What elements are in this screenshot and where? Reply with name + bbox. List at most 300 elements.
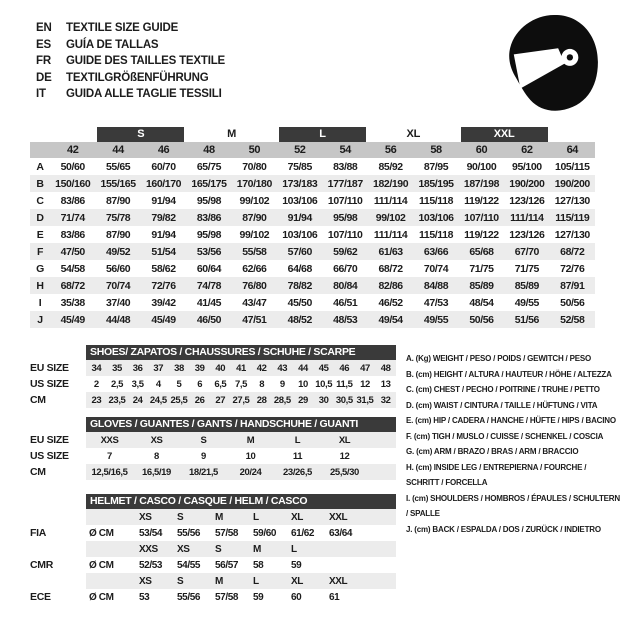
shoes-value-cell: 10 <box>298 378 308 390</box>
size-value-cell: 99/102 <box>239 194 270 207</box>
size-value-cell: 72/76 <box>560 262 585 275</box>
helmet-gutter-spacer <box>30 494 86 509</box>
accessory-tables <box>30 345 396 605</box>
shoes-value-cell: 30,5 <box>335 394 353 406</box>
size-value-cell: 50/60 <box>60 160 85 173</box>
shoes-value-cell: 31,5 <box>356 394 374 406</box>
shoes-value-cell: 40 <box>215 362 226 374</box>
size-value-cell: 57/60 <box>287 245 312 258</box>
size-value-cell: 72/76 <box>151 279 176 292</box>
size-table-row <box>30 260 595 277</box>
gloves-table-title: GLOVES / GUANTES / GANTS / HANDSCHUHE / GUANTI <box>86 417 396 432</box>
shoes-value-cell: 37 <box>153 362 164 374</box>
shoes-value-cell: 29 <box>298 394 308 406</box>
legend-list <box>406 351 620 537</box>
helmet-size-cell: L <box>291 543 297 555</box>
helmet-value-cell: 63/64 <box>329 527 353 539</box>
size-value-cell: 64/68 <box>287 262 312 275</box>
size-value-cell: 45/50 <box>287 296 312 309</box>
gloves-section <box>30 417 396 480</box>
size-value-cell: 150/160 <box>55 177 91 190</box>
size-table <box>30 127 595 328</box>
gloves-gutter-spacer <box>30 417 86 432</box>
helmet-size-row <box>86 573 396 589</box>
size-value-cell: 45/49 <box>60 313 85 326</box>
legend-item: I. (cm) SHOULDERS / HOMBROS / ÉPAULES / SCHULTERN / SPALLE <box>406 493 620 518</box>
size-value-cell: 46/50 <box>196 313 222 326</box>
size-value-cell: 65/68 <box>469 245 494 258</box>
shoes-value-cell: 6 <box>197 378 203 390</box>
size-table-row <box>30 277 595 294</box>
gloves-row <box>86 432 396 448</box>
gloves-value-cell: 9 <box>201 450 206 462</box>
size-header-cell: 60 <box>475 144 488 156</box>
shoes-value-cell: 48 <box>380 362 391 374</box>
shoes-value-cell: 24 <box>132 394 143 406</box>
helmet-size-cell: M <box>253 543 261 555</box>
helmet-gutter-empty <box>30 573 86 589</box>
shoes-value-cell: 27,5 <box>232 394 250 406</box>
shoes-gutter <box>30 345 86 408</box>
size-band-xxl: XXL <box>461 127 548 142</box>
language-code: DE <box>36 71 52 84</box>
size-value-cell: 95/100 <box>512 160 542 173</box>
row-label: B <box>36 177 44 190</box>
shoes-value-cell: 25,5 <box>170 394 188 406</box>
shoes-value-cell: 13 <box>380 378 391 390</box>
row-label: D <box>36 211 44 224</box>
size-value-cell: 119/122 <box>464 194 499 207</box>
size-table-row <box>30 311 595 328</box>
shoes-value-cell: 2 <box>93 378 99 390</box>
size-value-cell: 47/50 <box>60 245 85 258</box>
gloves-gutter <box>30 417 86 480</box>
gloves-value-cell: S <box>200 434 207 446</box>
shoes-value-cell: 38 <box>174 362 184 374</box>
size-value-cell: 91/94 <box>151 228 176 241</box>
size-value-cell: 49/52 <box>105 245 131 258</box>
shoes-value-cell: 11,5 <box>336 378 353 390</box>
helmet-value-cell: 55/56 <box>177 591 201 603</box>
size-value-cell: 87/91 <box>560 279 585 292</box>
size-value-cell: 55/58 <box>242 245 267 258</box>
size-header-cell: 62 <box>521 144 533 156</box>
size-value-cell: 95/98 <box>196 228 222 241</box>
legend-item: A. (Kg) WEIGHT / PESO / POIDS / GEWITCH / PESO <box>406 354 592 363</box>
helmet-size-cell: XL <box>291 511 303 523</box>
helmet-size-cell: XXL <box>329 575 348 587</box>
size-value-cell: 46/52 <box>378 296 403 309</box>
size-value-cell: 95/98 <box>333 211 358 224</box>
size-value-cell: 187/198 <box>463 177 500 190</box>
helmet-size-cell: S <box>177 511 184 523</box>
shoes-value-cell: 45 <box>318 362 329 374</box>
helmet-row-label: ECE <box>30 591 51 603</box>
shoes-value-cell: 39 <box>194 362 205 374</box>
size-value-cell: 190/200 <box>554 177 590 190</box>
helmet-value-cell: 57/58 <box>215 591 239 603</box>
size-value-cell: 127/130 <box>554 194 590 207</box>
size-value-cell: 165/175 <box>191 177 227 190</box>
size-value-cell: 111/114 <box>373 228 408 241</box>
size-band-spacer <box>30 127 95 142</box>
helmet-value-cell: 58 <box>253 559 264 571</box>
language-title: TEXTILGRÖßENFÜHRUNG <box>66 71 209 84</box>
gloves-value-cell: 12,5/16,5 <box>91 466 128 478</box>
shoes-value-cell: 41 <box>236 362 246 374</box>
size-value-cell: 103/106 <box>282 194 318 207</box>
size-table-row <box>30 209 595 226</box>
size-value-cell: 111/114 <box>510 211 544 224</box>
size-value-cell: 83/86 <box>60 228 85 241</box>
size-value-cell: 49/55 <box>423 313 449 326</box>
helmet-row-label: FIA <box>30 527 47 539</box>
size-header-cell: 42 <box>66 144 79 156</box>
size-value-cell: 177/187 <box>327 177 363 190</box>
shoes-row-label: CM <box>30 394 46 406</box>
size-value-cell: 85/89 <box>514 279 539 292</box>
size-value-cell: 47/51 <box>242 313 267 326</box>
language-code: IT <box>36 88 46 100</box>
gloves-value-cell: L <box>294 434 301 446</box>
size-value-cell: 119/122 <box>464 228 499 241</box>
gloves-value-cell: 25,5/30 <box>330 466 359 478</box>
size-value-cell: 39/42 <box>151 296 176 309</box>
row-label: G <box>36 262 44 275</box>
size-value-cell: 68/72 <box>60 279 85 292</box>
legend-item: F. (cm) TIGH / MUSLO / CUISSE / SCHENKEL / COSCIA <box>406 431 604 441</box>
gloves-rows <box>86 432 396 480</box>
shoes-row-label: EU SIZE <box>30 362 69 374</box>
row-label: A <box>36 160 44 173</box>
shoes-rows <box>86 360 396 408</box>
size-value-cell: 71/75 <box>514 262 539 275</box>
shoes-value-cell: 2,5 <box>110 378 123 390</box>
shoes-value-cell: 28,5 <box>273 394 291 406</box>
size-value-cell: 111/114 <box>373 194 408 207</box>
row-label: E <box>36 228 44 241</box>
size-value-cell: 155/165 <box>100 177 136 190</box>
size-value-cell: 71/74 <box>60 211 85 224</box>
gloves-row-label: US SIZE <box>30 450 69 462</box>
gloves-table <box>86 417 396 480</box>
shoes-table-title: SHOES/ ZAPATOS / CHAUSSURES / SCHUHE / SCARPE <box>86 345 396 360</box>
size-header-cell: 46 <box>157 144 170 156</box>
helmet-size-row <box>86 509 396 525</box>
shoes-value-cell: 10,5 <box>315 378 333 390</box>
language-row <box>36 53 225 70</box>
size-band-m: M <box>227 128 237 140</box>
size-value-cell: 115/119 <box>555 211 590 224</box>
gloves-value-cell: 20/24 <box>239 466 262 478</box>
size-band-spacer <box>550 127 595 142</box>
size-value-cell: 83/88 <box>333 160 358 173</box>
helmet-value-cell: 57/58 <box>215 527 239 539</box>
helmet-table-title: HELMET / CASCO / CASQUE / HELM / CASCO <box>86 494 396 509</box>
shoes-value-cell: 6,5 <box>214 378 227 390</box>
gloves-value-cell: 12 <box>339 450 350 462</box>
shoes-value-cell: 3,5 <box>131 378 144 390</box>
size-band-s: S <box>97 127 184 142</box>
size-value-cell: 91/94 <box>151 194 176 207</box>
size-value-cell: 61/63 <box>378 245 403 258</box>
size-value-cell: 83/86 <box>196 211 222 224</box>
size-value-cell: 190/200 <box>509 177 545 190</box>
size-value-cell: 87/90 <box>105 194 131 207</box>
size-value-cell: 51/54 <box>151 245 176 258</box>
helmet-size-row <box>86 541 396 557</box>
helmet-size-cell: S <box>177 575 184 587</box>
shoes-value-cell: 7,5 <box>234 378 247 390</box>
shoes-value-cell: 8 <box>259 378 265 390</box>
shoes-value-cell: 46 <box>339 362 350 374</box>
size-value-cell: 99/102 <box>239 228 270 241</box>
shoes-value-cell: 24,5 <box>149 394 167 406</box>
size-value-cell: 87/95 <box>423 160 449 173</box>
shoes-value-cell: 36 <box>132 362 143 374</box>
legend-item: D. (cm) WAIST / CINTURA / TAILLE / HÜFTUNG / VITA <box>406 400 598 410</box>
shoes-row-label: US SIZE <box>30 378 69 390</box>
row-label: J <box>37 313 43 326</box>
gloves-row-label: EU SIZE <box>30 434 69 446</box>
helmet-size-cell: XXS <box>139 543 158 555</box>
gloves-value-cell: 16,5/19 <box>142 466 171 478</box>
legend-item: B. (cm) HEIGHT / ALTURA / HAUTEUR / HÖHE / ALTEZZA <box>406 369 612 379</box>
helmet-unit-cell: Ø CM <box>89 527 114 539</box>
size-band-xl: XL <box>406 128 421 140</box>
size-value-cell: 62/66 <box>242 262 267 275</box>
size-value-cell: 160/170 <box>145 177 182 190</box>
shoes-value-cell: 43 <box>277 362 288 374</box>
size-value-cell: 75/85 <box>287 160 312 173</box>
shoes-value-cell: 26 <box>194 394 205 406</box>
size-value-cell: 107/110 <box>327 194 363 207</box>
helmet-size-cell: XS <box>139 575 152 587</box>
size-value-cell: 50/56 <box>469 313 494 326</box>
helmet-value-row <box>86 557 396 573</box>
gloves-value-cell: 10 <box>245 450 256 462</box>
size-value-cell: 46/51 <box>333 296 358 309</box>
gloves-value-cell: 8 <box>154 450 159 462</box>
helmet-gutter-empty <box>30 541 86 557</box>
shoes-value-cell: 4 <box>155 378 161 390</box>
size-value-cell: 123/126 <box>509 194 545 207</box>
size-value-cell: 103/106 <box>282 228 318 241</box>
helmet-value-cell: 60 <box>291 591 302 603</box>
size-value-cell: 45/49 <box>151 313 176 326</box>
size-value-cell: 37/40 <box>105 296 131 309</box>
size-value-cell: 51/56 <box>514 313 539 326</box>
shoes-value-cell: 47 <box>360 362 370 374</box>
legend-item: J. (cm) BACK / ESPALDA / DOS / ZURÜCK / INDIETRO <box>406 524 601 534</box>
shoes-value-cell: 30 <box>318 394 329 406</box>
size-value-cell: 185/195 <box>418 177 454 190</box>
helmet-icon <box>496 12 606 114</box>
size-value-cell: 103/106 <box>418 211 454 224</box>
size-table-row <box>30 243 595 260</box>
helmet-table <box>86 494 396 605</box>
size-value-cell: 107/110 <box>327 228 363 241</box>
helmet-unit-cell: Ø CM <box>89 591 114 603</box>
helmet-value-cell: 59/60 <box>253 527 277 539</box>
shoes-value-cell: 34 <box>91 362 102 374</box>
helmet-gutter <box>30 494 86 605</box>
legend-item: E. (cm) HIP / CADERA / HANCHE / HÜFTE / HIPS / BACINO <box>406 416 616 425</box>
gloves-value-cell: 23/26,5 <box>283 466 312 478</box>
size-header-cell: 48 <box>203 144 215 156</box>
size-value-cell: 74/78 <box>196 279 222 292</box>
size-value-cell: 75/78 <box>105 211 131 224</box>
size-header-cell: 64 <box>566 144 578 156</box>
helmet-size-cell: XS <box>177 543 190 555</box>
shoes-value-cell: 44 <box>298 362 308 374</box>
helmet-rows <box>86 509 396 605</box>
size-value-cell: 52/58 <box>560 313 585 326</box>
helmet-size-cell: L <box>253 575 259 587</box>
gloves-row <box>86 464 396 480</box>
language-title: GUIDA ALLE TAGLIE TESSILI <box>66 88 222 100</box>
helmet-value-cell: 53 <box>139 591 150 603</box>
helmet-value-cell: 54/55 <box>177 559 201 571</box>
size-value-cell: 170/180 <box>236 177 272 190</box>
shoes-value-cell: 27 <box>215 394 226 406</box>
helmet-value-cell: 61/62 <box>291 527 315 539</box>
shoes-value-cell: 32 <box>380 394 391 406</box>
legend-item: H. (cm) INSIDE LEG / ENTREPIERNA / FOURCHE / SCHRITT / FORCELLA <box>406 462 587 487</box>
shoes-row <box>86 392 396 408</box>
helmet-value-cell: 53/54 <box>139 527 163 539</box>
size-value-cell: 63/66 <box>423 245 449 258</box>
helmet-size-cell: L <box>253 511 259 523</box>
shoes-value-cell: 28 <box>256 394 267 406</box>
helmet-size-cell: M <box>215 511 223 523</box>
shoes-value-cell: 42 <box>256 362 267 374</box>
size-value-cell: 54/58 <box>60 262 85 275</box>
size-value-cell: 99/102 <box>375 211 406 224</box>
helmet-size-cell: XXL <box>329 511 348 523</box>
size-value-cell: 91/94 <box>287 211 312 224</box>
size-value-cell: 87/90 <box>242 211 267 224</box>
size-value-cell: 65/75 <box>196 160 222 173</box>
legend-item: C. (cm) CHEST / PECHO / POITRINE / TRUHE / PETTO <box>406 385 600 394</box>
row-label: I <box>38 296 42 309</box>
size-value-cell: 35/38 <box>60 296 85 309</box>
helmet-value-cell: 52/53 <box>139 559 163 571</box>
size-header-cell: 54 <box>339 144 351 156</box>
size-value-cell: 70/74 <box>423 262 449 275</box>
language-row <box>36 37 225 54</box>
shoes-value-cell: 35 <box>112 362 122 374</box>
size-band-row <box>30 127 595 142</box>
gloves-row-label: CM <box>30 466 46 478</box>
size-value-cell: 85/92 <box>378 160 403 173</box>
language-code: EN <box>36 22 52 34</box>
size-value-cell: 107/110 <box>464 211 499 224</box>
helmet-value-cell: 55/56 <box>177 527 201 539</box>
size-value-cell: 43/47 <box>242 296 267 309</box>
language-row <box>36 70 225 87</box>
size-value-cell: 59/62 <box>333 245 358 258</box>
legend-item: G. (cm) ARM / BRAZO / BRAS / ARM / BRACCIO <box>406 447 579 456</box>
size-value-cell: 127/130 <box>554 228 590 241</box>
shoes-section <box>30 345 396 408</box>
size-value-cell: 48/53 <box>333 313 358 326</box>
size-value-cell: 67/70 <box>514 245 539 258</box>
size-value-cell: 76/80 <box>242 279 267 292</box>
size-value-cell: 70/80 <box>242 160 267 173</box>
language-row <box>36 86 225 103</box>
shoes-value-cell: 23,5 <box>108 394 126 406</box>
shoes-value-cell: 12 <box>360 378 370 390</box>
size-value-cell: 58/62 <box>151 262 176 275</box>
size-value-cell: 85/89 <box>469 279 494 292</box>
shoes-gutter-spacer <box>30 345 86 360</box>
gloves-value-cell: XS <box>150 434 163 446</box>
row-label: H <box>36 279 44 292</box>
helmet-value-row <box>86 525 396 541</box>
language-title: GUIDE DES TAILLES TEXTILE <box>66 55 225 67</box>
size-value-cell: 80/84 <box>333 279 358 292</box>
size-value-cell: 55/65 <box>105 160 131 173</box>
size-value-cell: 70/74 <box>105 279 131 292</box>
gloves-row <box>86 448 396 464</box>
size-value-cell: 78/82 <box>287 279 312 292</box>
helmet-size-cell: XS <box>139 511 152 523</box>
size-value-cell: 49/54 <box>378 313 403 326</box>
size-value-cell: 79/82 <box>151 211 176 224</box>
size-value-cell: 56/60 <box>105 262 131 275</box>
size-value-cell: 60/64 <box>196 262 222 275</box>
size-value-cell: 47/53 <box>423 296 449 309</box>
helmet-value-row <box>86 589 396 605</box>
size-header-row <box>30 142 595 158</box>
size-value-cell: 68/72 <box>378 262 403 275</box>
size-value-cell: 84/88 <box>423 279 449 292</box>
row-label: F <box>36 245 43 258</box>
size-value-cell: 87/90 <box>105 228 131 241</box>
size-table-row <box>30 158 595 175</box>
language-code: FR <box>36 55 51 67</box>
shoes-value-cell: 23 <box>91 394 102 406</box>
size-table-row <box>30 192 595 209</box>
helmet-section <box>30 494 396 605</box>
helmet-size-cell: XL <box>291 575 303 587</box>
helmet-row-label: CMR <box>30 559 54 571</box>
size-header-cell: 52 <box>294 144 306 156</box>
shoes-table <box>86 345 396 408</box>
size-header-cell: 50 <box>248 144 261 156</box>
helmet-unit-cell: Ø CM <box>89 559 114 571</box>
size-value-cell: 123/126 <box>509 228 545 241</box>
language-row <box>36 20 225 37</box>
helmet-value-cell: 56/57 <box>215 559 239 571</box>
size-header-cell: 58 <box>430 144 442 156</box>
gloves-value-cell: 11 <box>292 450 303 462</box>
size-value-cell: 182/190 <box>373 177 409 190</box>
size-value-cell: 83/86 <box>60 194 85 207</box>
shoes-row <box>86 376 396 392</box>
size-value-cell: 49/55 <box>514 296 539 309</box>
size-value-cell: 41/45 <box>196 296 222 309</box>
size-table-row <box>30 294 595 311</box>
helmet-size-cell: S <box>215 543 222 555</box>
shoes-row <box>86 360 396 376</box>
helmet-value-cell: 61 <box>329 591 340 603</box>
size-value-cell: 44/48 <box>105 313 131 326</box>
gloves-value-cell: M <box>246 434 255 446</box>
size-header-cell: 56 <box>384 144 397 156</box>
size-value-cell: 53/56 <box>196 245 222 258</box>
